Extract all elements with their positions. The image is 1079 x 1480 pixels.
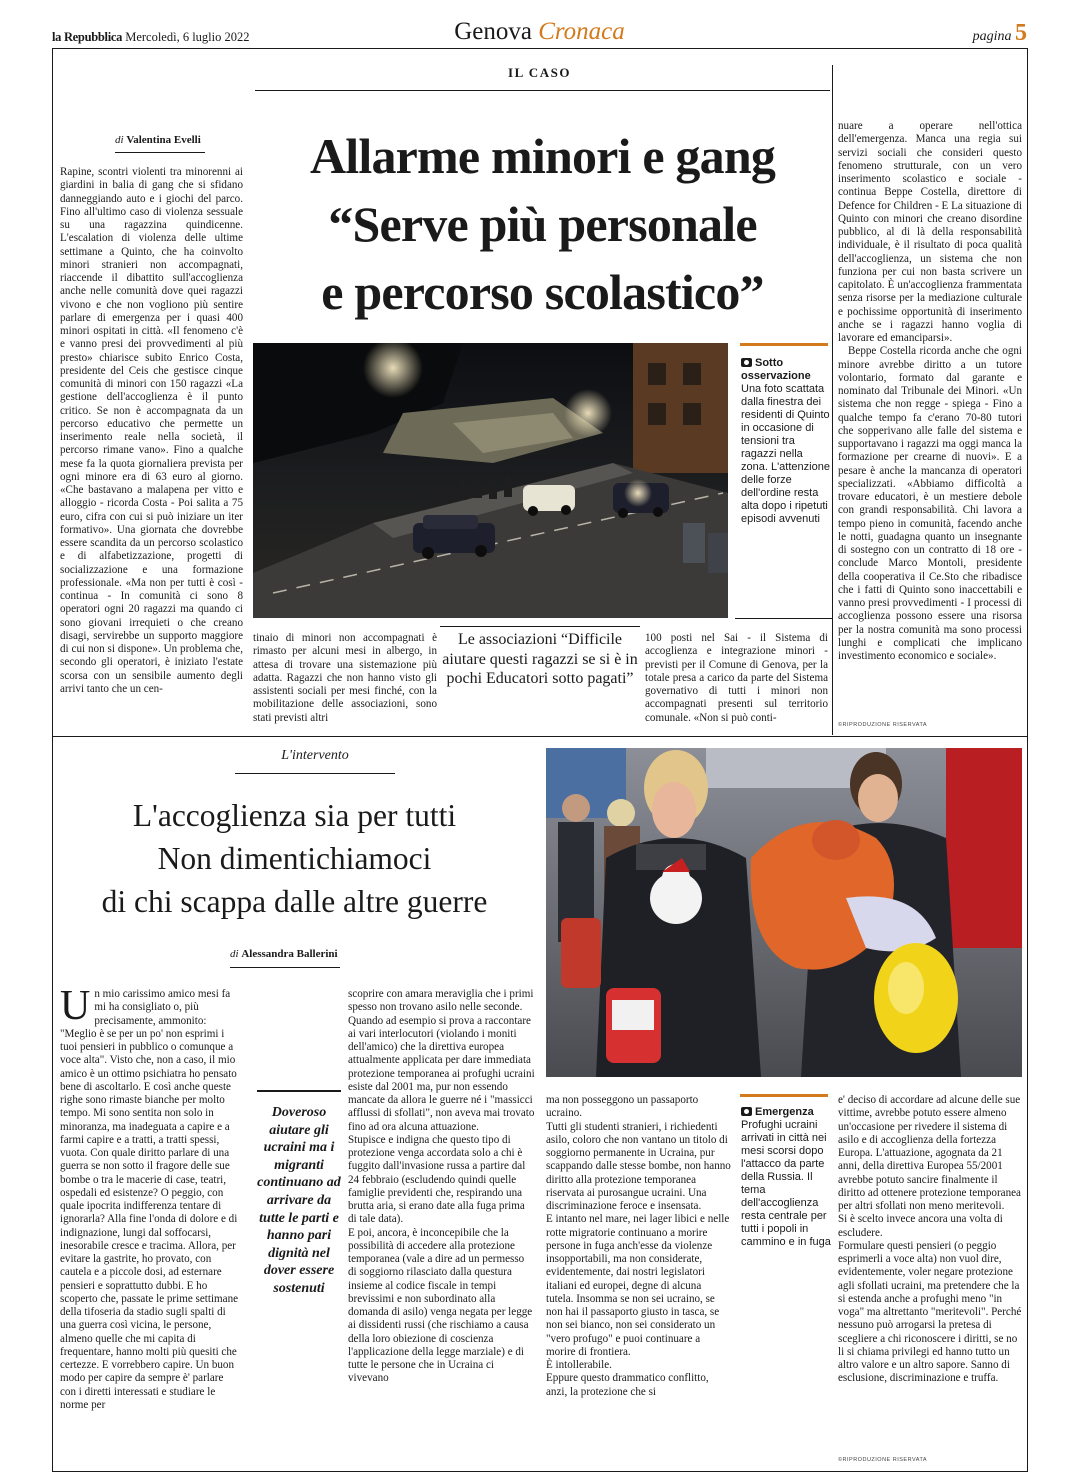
paragraph: Stupisce e indigna che questo tipo di protezione venga accordata solo a chi è fuggito dall'invasione russa a partire dal 24 febbraio (escludendo quindi quelle famiglie previdenti che, respirando una brutta aria, si erano date alla fuga prima di tale data). (348, 1133, 526, 1226)
article-body-col2 (253, 632, 437, 732)
paragraph: È intollerabile. (546, 1359, 612, 1371)
camera-icon (741, 1107, 752, 1116)
section-city: Genova (454, 18, 532, 45)
byline-prefix: di (115, 134, 124, 146)
paragraph: n mio carissimo amico mesi fa mi ha consigliato o, più precisamente, ammonito: "Meglio è se per un po' non esprimi i tuoi pensieri in pubblico o comunque a voce alta". Visto che, non a caso, il mio amico è un ottimo psichiatra ho pensato bene di ascoltarlo. E così anche queste righe sono rimaste bianche per molto tempo. Mi sono sentita non solo in minoranza, ma inadeguata a capire e a farmi capire e a tratti, a tratti spessi, vuota. Con quale diritto parlare di una guerra se non sotto il fragore delle sue bombe o tra le macerie di case, teatri, ospedali ed esistenze? O peggio, con quale ipocrita indifferenza tentare di ignorarla? Alla fine l'onda di dolore e di indignazione, lungi dal soffocarsi, inesorabile cresce e tracima. Allora, per evitare la gastrite, ho provato, con cautela e a piccole dosi, ad esternare pensieri e soprattutto dubbi. E ho scoperto che, passate le prime settimane della tifoseria da stadio sugli spalti di una guerra così vicina, le persone, almeno quelle che mi capita di frequentare, hanno molti più quesiti che certezze. E vorrebbero capire. Un buon modo per capire da sempre è' parlare con i diretti interessati e studiare le norme per (60, 988, 239, 1411)
pullquote-2-rule (257, 1090, 341, 1092)
byline-rule (115, 152, 205, 153)
article2-body-col1 (60, 988, 241, 1468)
article-divider (52, 736, 1028, 737)
pullquote-rule-top (440, 626, 640, 627)
issue-date: Mercoledì, 6 luglio 2022 (125, 30, 250, 44)
byline (115, 134, 201, 146)
camera-icon (741, 358, 752, 367)
headline-2-line-3: di chi scappa dalle altre guerre (101, 884, 488, 919)
copyright-notice-2: ©RIPRODUZIONE RISERVATA (838, 1457, 928, 1463)
caption-title: Sotto osservazione (741, 357, 811, 382)
headline-line-3: e percorso scolastico” (321, 264, 764, 320)
drop-cap: U (60, 988, 91, 1029)
photo-caption-2 (741, 1106, 831, 1249)
header-rule (52, 48, 1028, 49)
byline-2 (230, 948, 338, 960)
paragraph: Tutti gli studenti stranieri, i richiedenti asilo, coloro che non vantano un titolo di soggiorno permanente in Ucraina, pur scappando dalle stesse bombe, non hanno diritto alla protezione temporanea riservata ai purosangue ucraini. Una discriminazione feroce e insensata. (546, 1120, 731, 1212)
caption-text: Una foto scattata dalla finestra dei residenti di Quinto in occasione di tensioni tra ragazzi nella zona. L'attenzione delle forze dell'ordine resta alta dopo i ripetuti episodi avvenuti (741, 383, 830, 525)
section-category: Cronaca (538, 18, 625, 45)
paragraph: E poi, ancora, è inconcepibile che la possibilità di accedere alla protezione temporanea (vale a dire ad un permesso di soggiorno rilasciato dalla questura insieme al codice fiscale in tempi brevissimi e non subordinato alla domanda di asilo) venga negata per legge ai dissidenti russi (che rischiamo a causa della loro obiezione di coscienza l'applicazione della legge marziale) e di tutte le persone che in Ucraina ci vivevano (348, 1226, 533, 1385)
frame-left (52, 49, 53, 1471)
paragraph: Quando ad esempio si prova a raccontare ai vari interlocutori (violando i moniti dell'amico) che la direttiva europea attualmente applicata per dare immediata protezione temporanea ai profughi ucraini esiste dal 2001 ma, pur non essendo mancate da allora le guerre né i "massicci afflussi di sfollati", non aveva mai trovato fino ad ora alcuna attuazione. (348, 1014, 535, 1133)
pull-quote: Le associazioni “Difficile aiutare questi ragazzi se si è in pochi Educatori sotto pagati” (442, 631, 638, 687)
opinion-kicker-rule (235, 773, 395, 774)
article-kicker: IL CASO (508, 65, 571, 80)
byline-author: Alessandra Ballerini (241, 948, 338, 960)
article2-body-col4 (838, 1094, 1022, 1454)
page-number-value: 5 (1015, 20, 1027, 46)
refugees-photo (546, 748, 1022, 1077)
headline-2 (52, 794, 537, 923)
paragraph: Formulare questi pensieri (o peggio esprimerli a voce alta) non vuol dire, evidentemente, voler negare protezione agli sfollati ucraini, ma pretendere che la si estenda anche a profughi meno "in voga" ma altrettanto "meritevoli". Perché nessuno può arrogarsi la pretesa di scegliere a chi riconoscere i diritti, se no li si chiama privilegi ed hanno tutto un altro valore e un altro sapore. Sanno di esclusione, discriminazione e truffa. (838, 1239, 1022, 1385)
night-street-photo (253, 343, 728, 618)
copyright-notice: ©RIPRODUZIONE RISERVATA (838, 722, 928, 728)
caption-accent (740, 343, 828, 346)
paragraph: nuare a operare nell'ottica dell'emergenza. Manca una regia sui servizi sociali che consideri questo fenomeno strutturale, con un vero inserimento scolastico e sociale - continua Beppe Costella, direttore di Defence for Children - E La situazione di Quinto con minori che creano disordine pubblico, al di là della responsabilità individuale, è il risultato di poca qualità dell'accoglienza, un sistema che non funziona per cui non basta scrivere un capitolato. È un'accoglienza frammentata senza risorse per la mediazione culturale e pochissime opportunità di inserimento anche se i ragazzi hanno voglia di lavorare ed emanciparsi». (838, 120, 1022, 344)
paragraph: Si è scelto invece ancora una volta di escludere. (838, 1213, 1003, 1239)
article2-body-col2 (348, 988, 535, 1468)
headline (255, 122, 830, 326)
paragraph: E intanto nel mare, nei lager libici e nelle rotte migratorie continuano a morire persone in fuga anch'esse da violenze insopportabili, ma non considerate, evidentemente, dai nostri legislatori italiani ed europei, degne di alcuna tutela. Insomma se non sei ucraino, se non hai il passaporto giusto in tasca, se non sei bianco, non sei considerato un "vero profugo" e puoi continuare a morire di frontiera. (546, 1213, 730, 1358)
caption-bottom-rule (735, 618, 833, 619)
byline-2-rule (230, 967, 340, 968)
paragraph: ma non posseggono un passaporto ucraino. (546, 1094, 699, 1120)
section-title (0, 18, 1079, 46)
photo-image (253, 343, 728, 618)
paragraph: scoprire con amara meraviglia che i primi spesso non trovano asilo nelle seconde. (348, 988, 534, 1014)
kicker-rule (255, 90, 830, 91)
photo-caption (741, 357, 831, 526)
masthead-logo: la Repubblica (52, 30, 123, 44)
caption-2-accent (740, 1094, 828, 1097)
paragraph: tinaio di minori non accompagnati è rimasto per alcuni mesi in albergo, in attesa di trovare una sistemazione più adatta. Ragazzi che non hanno visto gli assistenti sociali per mesi finché, con la mobilitazione delle associazioni, sono stati previsti altri (253, 632, 437, 724)
byline-author: Valentina Evelli (126, 134, 201, 146)
headline-line-1: Allarme minori e gang (309, 128, 776, 184)
article-body-col3 (645, 632, 828, 732)
headline-2-line-1: L'accoglienza sia per tutti (132, 798, 457, 833)
headline-2-line-2: Non dimentichiamoci (157, 841, 432, 876)
headline-line-2: “Serve più personale (328, 196, 757, 252)
frame-right (1027, 49, 1028, 1471)
paragraph: Rapine, scontri violenti tra minorenni ai giardini in balia di gang che si sfidano danneggiando auto e i giochi del parco. Fino all'ultimo caso di violenza sessuale su una ragazzina quindicenne. L'escalation di violenza delle ultime settimane a Quinto, che ha coinvolto minori stranieri non accompagnati, riaccende il dibattito sull'accoglienza anche nelle comunità dove quei ragazzi vivono e che non vogliono più sentire parlare di emergenza per i quasi 400 minori ospitati in città. «Il fenomeno c'è e vanno presi dei provvedimenti al più presto» chiarisce subito Enrico Costa, presidente del Ceis che gestisce cinque comunità di minori con 150 ragazzi «La gestione dell'accoglienza è il punto critico. Se non è accompagnata da un percorso educativo che permette un inserimento reale nella società, il percorso rimane vano». Fino a qualche mese fa la quota giornaliera prevista per ogni minore era di 63 euro al giorno. «Che bastavano a malapena per vitto e alloggio - ricorda Costa - Poi salita a 75 euro, cifra con cui si può iniziare un iter formativo». Una giornata che dovrebbe essere scandita da un percorso scolastico e di alfabetizzazione, progetti di socializzazione e una formazione professionale. «Ma non per tutti è così - continua - In comunità ci sono 8 operatori ogni 20 ragazzi ma quando ci sono giovani irrequieti o che creano disagi, servirebbe un supporto maggiore di cui non si dispone». Un problema che, secondo gli operatori, è iniziato l'estate scorsa con un sensibile aumento degli arrivi tanto che un cen- (60, 166, 243, 695)
opinion-kicker: L'intervento (281, 748, 349, 763)
article-body-col4 (838, 120, 1022, 718)
byline-prefix: di (230, 948, 239, 960)
article2-body-col3 (546, 1094, 731, 1468)
paragraph: Beppe Costella ricorda anche che ogni minore avrebbe diritto a un tutore volontario, formato dal garante e nominato dal Tribunale dei Minori. «Un sistema che non regge - spiega - Fino a qualche tempo fa c'erano 70-80 tutori che sopperivano alle falle del sistema e supportavano i ragazzi ma oggi manca la formazione per crearne di nuovi». E a pesare è anche la mancanza di operatori specializzati. «Abbiamo difficoltà a trovare educatori, è un mestiere debole con grandi responsabilità. Chi lavora a tempo pieno in comunità, facendo anche le notti, guadagna quanto un insegnante di sostegno con un contratto di 18 ore - conclude Marco Montoli, presidente della cooperativa il Ce.Sto che ribadisce che i fatti di Quinto sono inaccettabili e vanno presi provvedimenti - I processi di accoglienza possono essere una risorsa per la nostra comunità ma sono processi lunghi e complicati che implicano investimento economico e sociale». (838, 345, 1022, 662)
pull-quote-2: Doveroso aiutare gli ucraini ma i migranti continuano ad arrivare da tutte le parti e hanno pari dignità nel dover essere sostenuti (257, 1105, 341, 1296)
article-body-col1 (60, 166, 243, 732)
paragraph: e' deciso di accordare ad alcune delle sue vittime, avrebbe potuto essere almeno un'occasione per rivedere il sistema di asilo e di accoglienza della fortezza Europa. L'attuazione, agognata da 21 anni, della direttiva Europea 55/2001 avrebbe potuto sancire finalmente il diritto ad ottenere protezione temporanea per altri sfollati non meno meritevoli. (838, 1094, 1021, 1212)
frame-bottom (52, 1471, 1028, 1472)
column-divider (832, 65, 833, 735)
caption-text: Profughi ucraini arrivati in città nei mesi scorsi dopo l'attacco da parte della Russia. Il tema dell'accoglienza resta centrale per tutti i popoli in cammino e in fuga (741, 1119, 831, 1248)
paragraph: 100 posti nel Sai - il Sistema di accoglienza e integrazione minori - previsti per il Comune di Genova, per la totale presa a carico da parte del Sistema governativo di tutti i minori non accompagnati presenti sul territorio comunale. «Non si può conti- (645, 632, 828, 724)
photo-image (546, 748, 1022, 1077)
caption-title: Emergenza (755, 1106, 814, 1118)
page-label: pagina (972, 29, 1012, 44)
paragraph: Eppure questo drammatico conflitto, anzi, la protezione che si (546, 1372, 709, 1398)
page-number (973, 20, 1027, 47)
